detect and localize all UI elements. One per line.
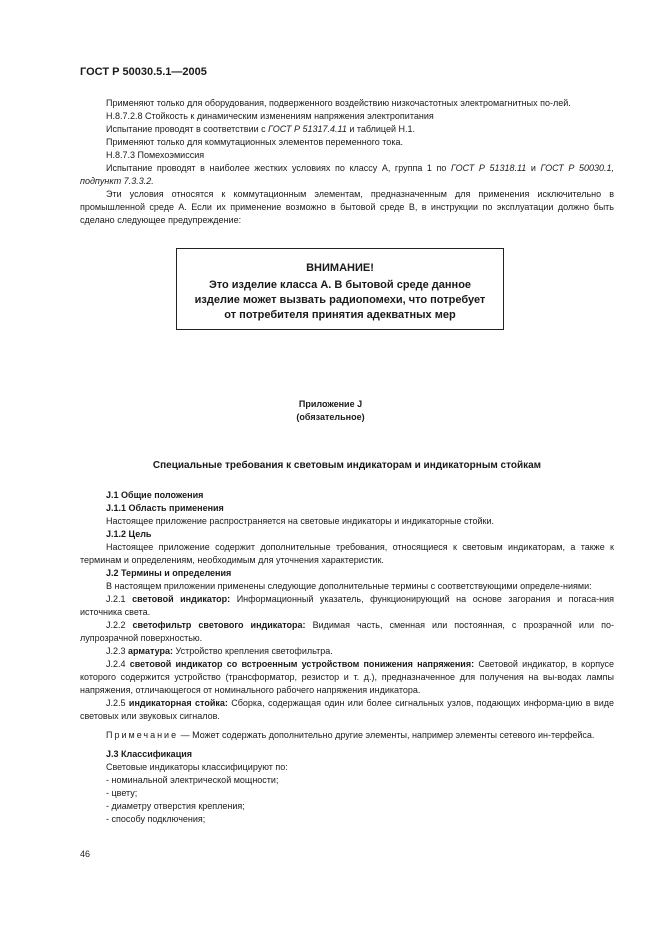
- term-definition: J.2.3 арматура: Устройство крепления светофильтра.: [106, 646, 333, 656]
- paragraph: H.8.7.3 Помехоэмиссия: [106, 150, 205, 160]
- paragraph: Эти условия относятся к коммутационным элементам, предназначенным для применения исключительно в промышленной среде A. Если их применение возможно в бытовой среде B, в инструкции по эксплуатации должно быть сделано следующее предупреждение:: [80, 189, 614, 225]
- paragraph: В настоящем приложении применены следующие дополнительные термины с соответствующими определе-ниями:: [106, 581, 592, 591]
- list-item: - диаметру отверстия крепления;: [106, 801, 245, 811]
- warning-title: ВНИМАНИЕ!: [306, 262, 374, 274]
- paragraph: Применяют только для коммутационных элементов переменного тока.: [106, 137, 403, 147]
- list-item: - номинальной электрической мощности;: [106, 775, 279, 785]
- paragraph: Испытание проводят в соответствии с ГОСТ Р 51317.4.11 и таблицей H.1.: [106, 124, 416, 134]
- term-definition: J.2.2 светофильтр светового индикатора: Видимая часть, сменная или постоянная, с прозрачной или по-лупрозрачной поверхностью.: [80, 620, 615, 643]
- section-heading: J.2 Термины и определения: [106, 568, 232, 578]
- paragraph: Световые индикаторы классифицируют по:: [106, 762, 288, 772]
- section-heading: J.3 Классификация: [106, 749, 193, 759]
- list-item: - цвету;: [106, 788, 138, 798]
- paragraph: Настоящее приложение содержит дополнительные требования, относящиеся к световым индикаторам, а также к терминам и определениям, необходимым для уточнения характеристик.: [80, 542, 614, 565]
- annex-name: Приложение J: [298, 399, 363, 409]
- annex-title: Специальные требования к световым индикаторам и индикаторным стойкам: [152, 460, 542, 471]
- paragraph: Настоящее приложение распространяется на световые индикаторы и индикаторные стойки.: [106, 516, 494, 526]
- paragraph: H.8.7.2.8 Стойкость к динамическим изменениям напряжения электропитания: [106, 111, 434, 121]
- warning-box: [176, 248, 504, 330]
- warning-line: от потребителя принятия адекватных мер: [224, 309, 456, 321]
- paragraph: Испытание проводят в наиболее жестких условиях по классу A, группа 1 по ГОСТ Р 51318.11 и ГОСТ Р 50030.1, подпункт 7.3.3.2.: [80, 163, 614, 186]
- list-item: - способу подключения;: [106, 814, 206, 824]
- section-heading: J.1.1 Область применения: [106, 503, 224, 513]
- top-section: [80, 97, 614, 227]
- annex-body: [80, 489, 614, 826]
- term-definition: J.2.5 индикаторная стойка: Сборка, содержащая один или более сигнальных узлов, подающих информа-цию в виде световых или звуковых сигналов.: [80, 698, 614, 721]
- section-heading: J.1.2 Цель: [106, 529, 152, 539]
- warning-line: изделие может вызвать радиопомехи, что потребует: [194, 294, 486, 306]
- note: Примечание — Может содержать дополнительно другие элементы, например элементы сетевого ин-терфейса.: [106, 730, 595, 740]
- page-number: 46: [80, 849, 91, 859]
- section-heading: J.1 Общие положения: [106, 490, 204, 500]
- document-header: ГОСТ Р 50030.5.1—2005: [80, 66, 207, 78]
- annex-status: (обязательное): [296, 412, 365, 422]
- warning-line: Это изделие класса A. В бытовой среде данное: [208, 279, 472, 291]
- term-definition: J.2.1 световой индикатор: Информационный указатель, функционирующий на основе загорания и погаса-ния источника света.: [80, 594, 614, 617]
- term-definition: J.2.4 световой индикатор со встроенным устройством понижения напряжения: Световой индикатор, в корпусе которого содержится устройство (трансформатор, резистор и т. д.), предназначенное для получения на вы-водах лампы напряжения, отличающегося от номинального рабочего напряжения индикатора.: [80, 659, 614, 695]
- paragraph: Применяют только для оборудования, подверженного воздействию низкочастотных электромагнитных по-лей.: [106, 98, 571, 108]
